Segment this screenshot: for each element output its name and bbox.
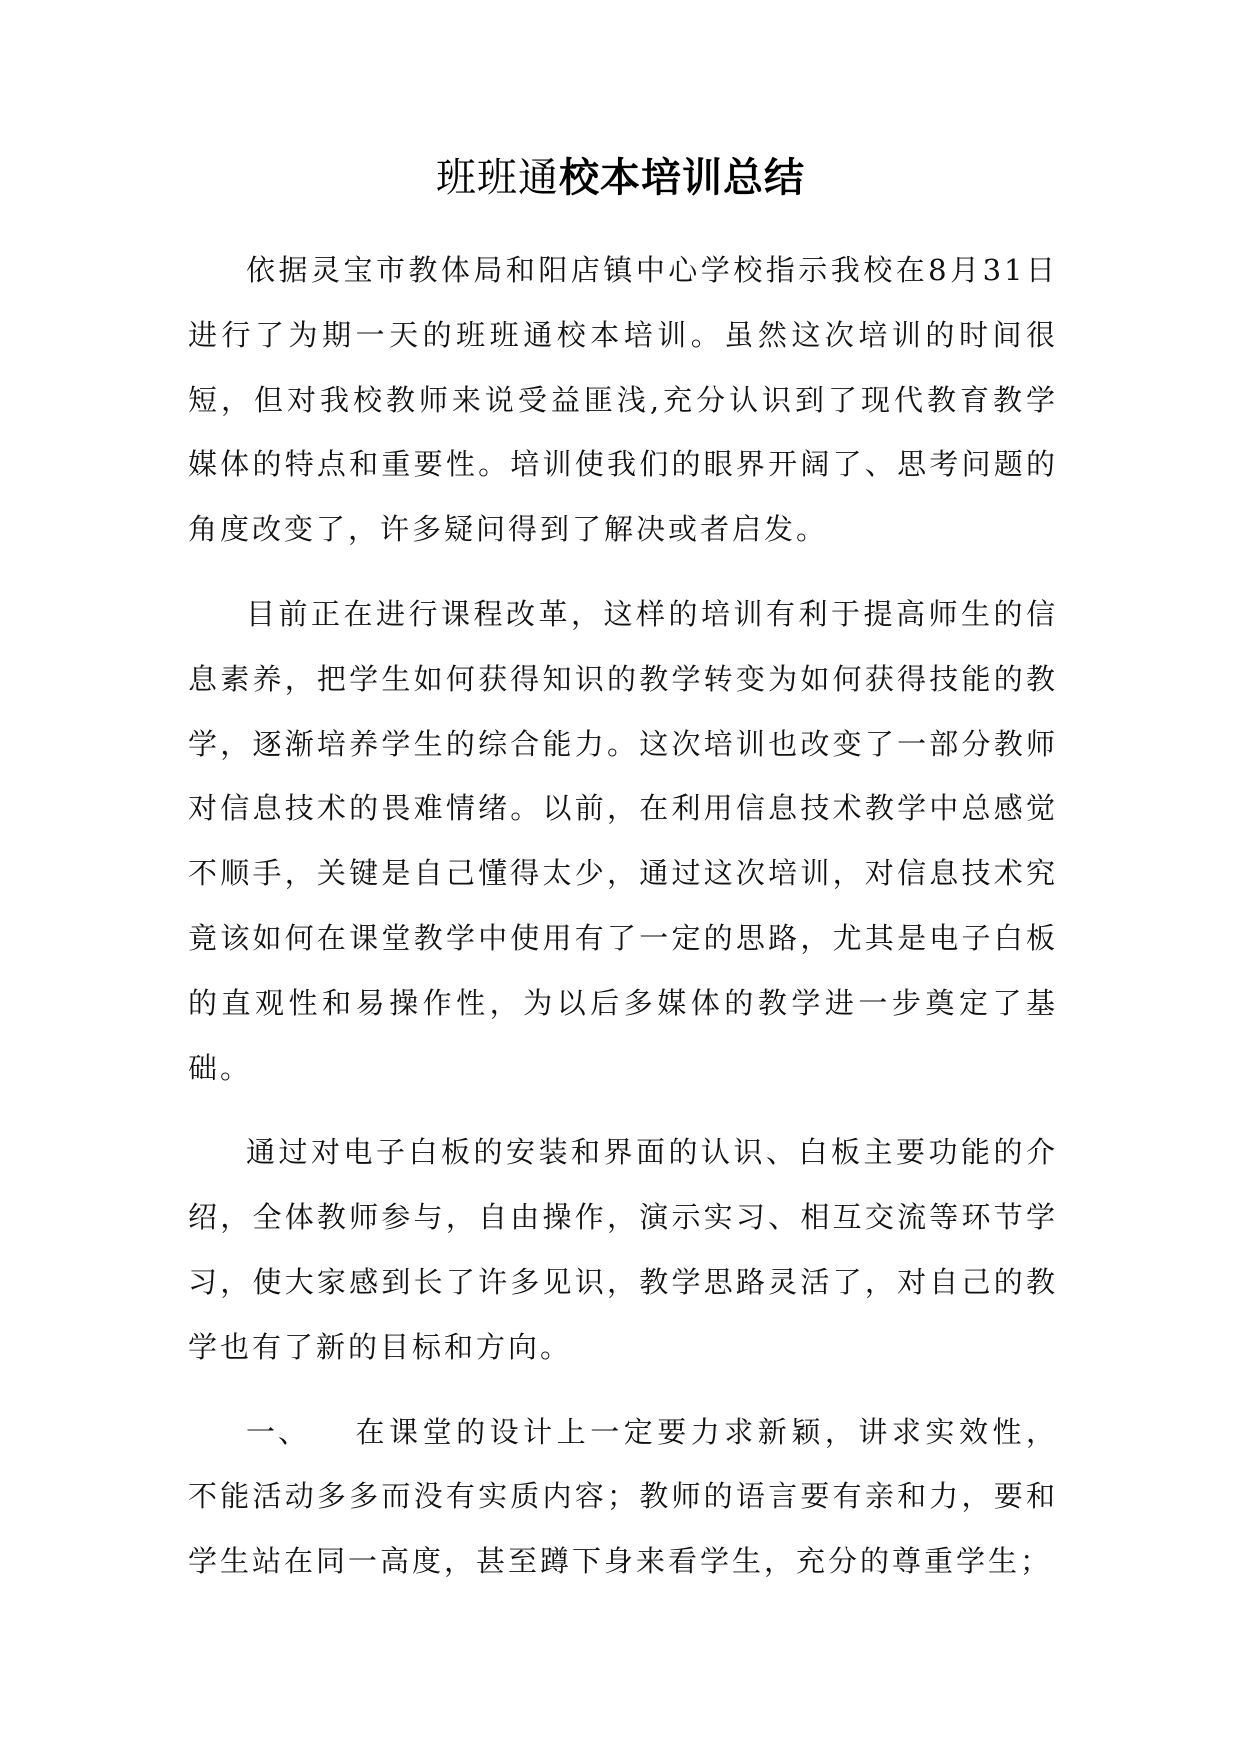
document-body bbox=[188, 238, 1058, 1614]
title-part-light: 班班通 bbox=[436, 155, 559, 201]
list-item-number: 一、 bbox=[246, 1414, 311, 1449]
document-title bbox=[0, 150, 1241, 206]
list-item-text: 在课堂的设计上一定要力求新颖，讲求实效性，不能活动多多而没有实质内容；教师的语言要有亲和力，要和学生站在同一高度，甚至蹲下身来看学生，充分的尊重学生； bbox=[188, 1414, 1058, 1579]
paragraph-2: 目前正在进行课程改革，这样的培训有利于提高师生的信息素养，把学生如何获得知识的教学转变为如何获得技能的教学，逐渐培养学生的综合能力。这次培训也改变了一部分教师对信息技术的畏难情绪。以前，在利用信息技术教学中总感觉不顺手，关键是自己懂得太少，通过这次培训，对信息技术究竟该如何在课堂教学中使用有了一定的思路，尤其是电子白板的直观性和易操作性，为以后多媒体的教学进一步奠定了基础。 bbox=[188, 596, 1058, 1085]
title-part-bold: 校本培训总结 bbox=[559, 155, 805, 201]
paragraph-1: 依据灵宝市教体局和阳店镇中心学校指示我校在8月31日进行了为期一天的班班通校本培训。虽然这次培训的时间很短，但对我校教师来说受益匪浅,充分认识到了现代教育教学媒体的特点和重要性。培训使我们的眼界开阔了、思考问题的角度改变了，许多疑问得到了解决或者启发。 bbox=[188, 253, 1058, 547]
paragraph-3: 通过对电子白板的安装和界面的认识、白板主要功能的介绍，全体教师参与，自由操作，演示实习、相互交流等环节学习，使大家感到长了许多见识，教学思路灵活了，对自己的教学也有了新的目标和方向。 bbox=[188, 1135, 1058, 1364]
list-item-1 bbox=[188, 1400, 1058, 1594]
